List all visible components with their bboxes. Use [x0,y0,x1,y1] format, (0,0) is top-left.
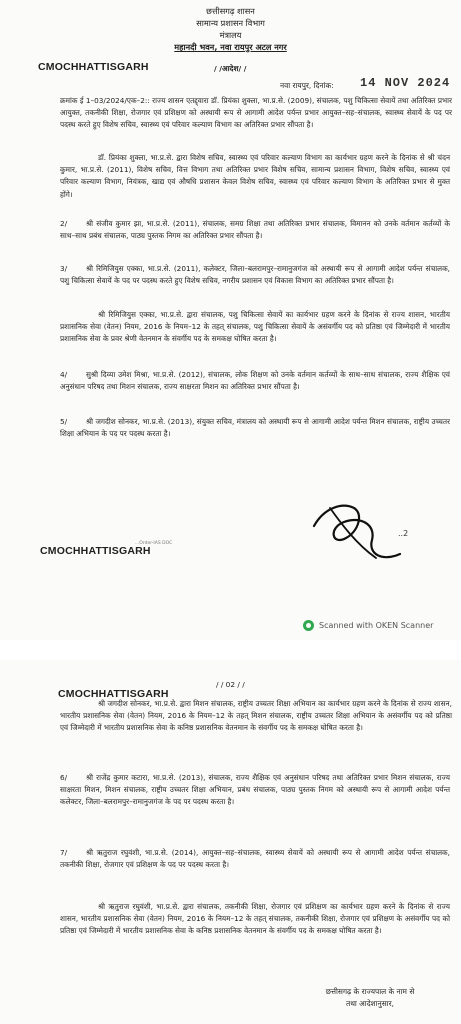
paragraph-cont [60,698,452,735]
reference-code: CMOCHHATTISGARH [58,688,169,700]
paragraph-text: श्री रिमिजियुस एक्का, भा.प्र.से. (2011), कलेक्टर, जिला–बलरामपुर–रामानुजगंज को अस्थायी रूप से आगामी आदेश पर्यन्त संचालक, पशु चिकित्सा सेवायें के पद पर पदस्थ करते हुए विशेष सचिव, नगरीय प्रशासन एवं विकास विभाग का अतिरिक्त प्रभार सौंपता है। [60,264,450,286]
paragraph-number: 3/ [60,264,68,273]
paragraph-2 [60,218,450,242]
paragraph-number: 5/ [60,417,68,426]
paragraph-main [60,95,452,132]
paragraph-text: श्री ऋतुराज रघुवंशी, भा.प्र.से. द्वारा संचालक, तकनीकी शिक्षा, रोजगार एवं प्रशिक्षण का कार्यभार ग्रहण करने के दिनांक से राज्य शासन, भारतीय प्रशासनिक सेवा (वेतन) नियम, 2016 के नियम–12 के तहत् संचालक, तकनीकी शिक्षा, रोजगार एवं प्रशिक्षण के असंवर्गीय पद को प्रतिष्ठा एवं जिम्मेदारी में भारतीय प्रशासनिक सेवा के कनिष्ठ प्रशासनिक वेतनमान के संवर्गीय पद के समकक्ष घोषित करता है। [60,902,450,936]
paragraph-3b [60,309,450,346]
paragraph-number: 6/ [60,773,68,782]
paragraph-5 [60,416,450,440]
oken-logo-icon [303,620,314,631]
paragraph-3 [60,263,450,287]
paragraph-text: सुश्री दिव्या उमेश मिश्रा, भा.प्र.से. (2012), संचालक, लोक शिक्षण को उनके वर्तमान कर्तव्यों के साथ–साथ संचालक, राज्य शैक्षिक एवं अनुसंधान परिषद तथा मिशन संचालक, राज्य साक्षरता मिशन का अतिरिक्त प्रभार सौंपता है। [60,370,450,392]
next-page-marker: ..2 [398,529,409,538]
closing-line-2: तथा आदेशानुसार, [345,999,394,1008]
page-number: / / 02 / / [216,680,245,689]
paragraph-relief [60,152,450,201]
order-label: / /आदेश/ / [214,64,247,73]
signature-image [300,488,410,568]
header-govt: छत्तीसगढ़ शासन [206,6,255,16]
paragraph-number: 4/ [60,370,68,379]
paragraph-text: श्री राजेंद्र कुमार कटारा, भा.प्र.से. (2013), संचालक, राज्य शैक्षिक एवं अनुसंधान परिषद तथा अतिरिक्त प्रभार मिशन संचालक, राज्य साक्षरता मिशन, मिशन संचालक, राष्ट्रीय उच्चतर शिक्षा अभियान, प्रबंध संचालक, पाठ्य पुस्तक निगम को अस्थायी रूप से आगामी आदेश पर्यन्त कलेक्टर, जिला–बलरामपुर–रामानुजगंज के पद पर पदस्थ करता है। [60,773,450,807]
footer-reference-code: CMOCHHATTISGARH [40,545,151,557]
paragraph-text: डॉ. प्रियंका शुक्ला, भा.प्र.से. द्वारा विशेष सचिव, स्वास्थ्य एवं परिवार कल्याण विभाग का कार्यभार ग्रहण करने के दिनांक से श्री चंदन कुमार, भा.प्र.से. (2011), विशेष सचिव, वित्त विभाग तथा अतिरिक्त प्रभार विशेष सचिव, सामान्य प्रशासन विभाग, विशेष सचिव, स्वास्थ्य एवं परिवार कल्याण विभाग, नियंत्रक, खाद्य एवं औषधि प्रशासन केवल विशेष सचिव, स्वास्थ्य एवं परिवार कल्याण विभाग के अतिरिक्त प्रभार से मुक्त होंगे। [60,153,450,199]
header-ministry: मंत्रालय [219,30,242,40]
header-address: महानदी भवन, नवा रायपुर अटल नगर [174,42,287,52]
paragraph-text: क्रमांक ई 1–03/2024/एक–2:: राज्य शासन एतद्द्वारा डॉ. प्रियंका शुक्ला, भा.प्र.से. (2009), संचालक, पशु चिकित्सा सेवायें तथा अतिरिक्त प्रभार आयुक्त, तकनीकी शिक्षा, रोजगार एवं प्रशिक्षण को अस्थायी रूप से आगामी आदेश पर्यन्त प्रभार आयुक्त–सह–संचालक, स्वास्थ्य सेवायें के पद पर पदस्थ करते हुए विशेष सचिव, स्वास्थ्य एवं परिवार कल्याण विभाग का अतिरिक्त प्रभार सौंपता है। [60,96,452,130]
scanner-watermark-text: Scanned with OKEN Scanner [319,621,434,630]
paragraph-6 [60,772,450,809]
paragraph-number: 2/ [60,219,68,228]
next-page-number: 2 [403,529,409,538]
paragraph-text: श्री संजीव कुमार झा, भा.प्र.से. (2011), संचालक, समग्र शिक्षा तथा अतिरिक्त प्रभार संचालक, विमानन को उनके वर्तमान कर्तव्यों के साथ–साथ प्रबंध संचालक, पाठ्य पुस्तक निगम का अतिरिक्त प्रभार सौंपता है। [60,219,450,241]
closing-line-1: छत्तीसगढ़ के राज्यपाल के नाम से [325,987,415,996]
paragraph-7b [60,901,450,938]
paragraph-number: 7/ [60,848,68,857]
paragraph-7 [60,847,450,871]
scanner-watermark [303,620,433,631]
paragraph-4 [60,369,450,393]
footer-file-ref: ...Order-IAS DOC [135,541,173,546]
header-department: सामान्य प्रशासन विभाग [196,18,265,28]
paragraph-text: श्री ऋतुराज रघुवंशी, भा.प्र.से. (2014), आयुक्त–सह–संचालक, स्वास्थ्य सेवायें को अस्थायी रूप से आगामी आदेश पर्यन्त संचालक, तकनीकी शिक्षा, रोजगार एवं प्रशिक्षण के पद पर पदस्थ करता है। [60,848,450,870]
document-page-2 [0,660,461,1024]
paragraph-text: श्री रिमिजियुस एक्का, भा.प्र.से. द्वारा संचालक, पशु चिकित्सा सेवायें का कार्यभार ग्रहण करने के दिनांक से राज्य शासन, भारतीय प्रशासनिक सेवा (वेतन) नियम, 2016 के नियम–12 के तहत् संचालक, पशु चिकित्सा सेवायें के असंवर्गीय पद को प्रतिष्ठा एवं जिम्मेदारी में भारतीय प्रशासनिक सेवा के प्रवर श्रेणी वेतनमान के संवर्गीय पद के समकक्ष घोषित करता है। [60,310,450,344]
page-gap [0,640,461,660]
reference-code: CMOCHHATTISGARH [38,61,149,73]
paragraph-text: श्री जगदीश सोनकर, भा.प्र.से. (2013), संयुक्त सचिव, मंत्रालय को अस्थायी रूप से आगामी आदेश पर्यन्त मिशन संचालक, राष्ट्रीय उच्चतर शिक्षा अभियान के पद पर पदस्थ करता है। [60,417,450,439]
paragraph-text: श्री जगदीश सोनकर, भा.प्र.से. द्वारा मिशन संचालक, राष्ट्रीय उच्चतर शिक्षा अभियान का कार्यभार ग्रहण करने के दिनांक से राज्य शासन, भारतीय प्रशासनिक सेवा (वेतन) नियम, 2016 के नियम–12 के तहत् मिशन संचालक, राष्ट्रीय उच्चतर शिक्षा अभियान के असंवर्गीय पद को प्रतिष्ठा एवं जिम्मेदारी में भारतीय प्रशासनिक सेवा के कनिष्ठ प्रशासनिक वेतनमान के संवर्गीय पद के समकक्ष घोषित करता है। [60,699,452,733]
closing-signature-block [295,986,445,1010]
place-date-label: नवा रायपुर, दिनांक: [280,81,334,90]
date-stamp: 14 NOV 2024 [360,76,451,90]
